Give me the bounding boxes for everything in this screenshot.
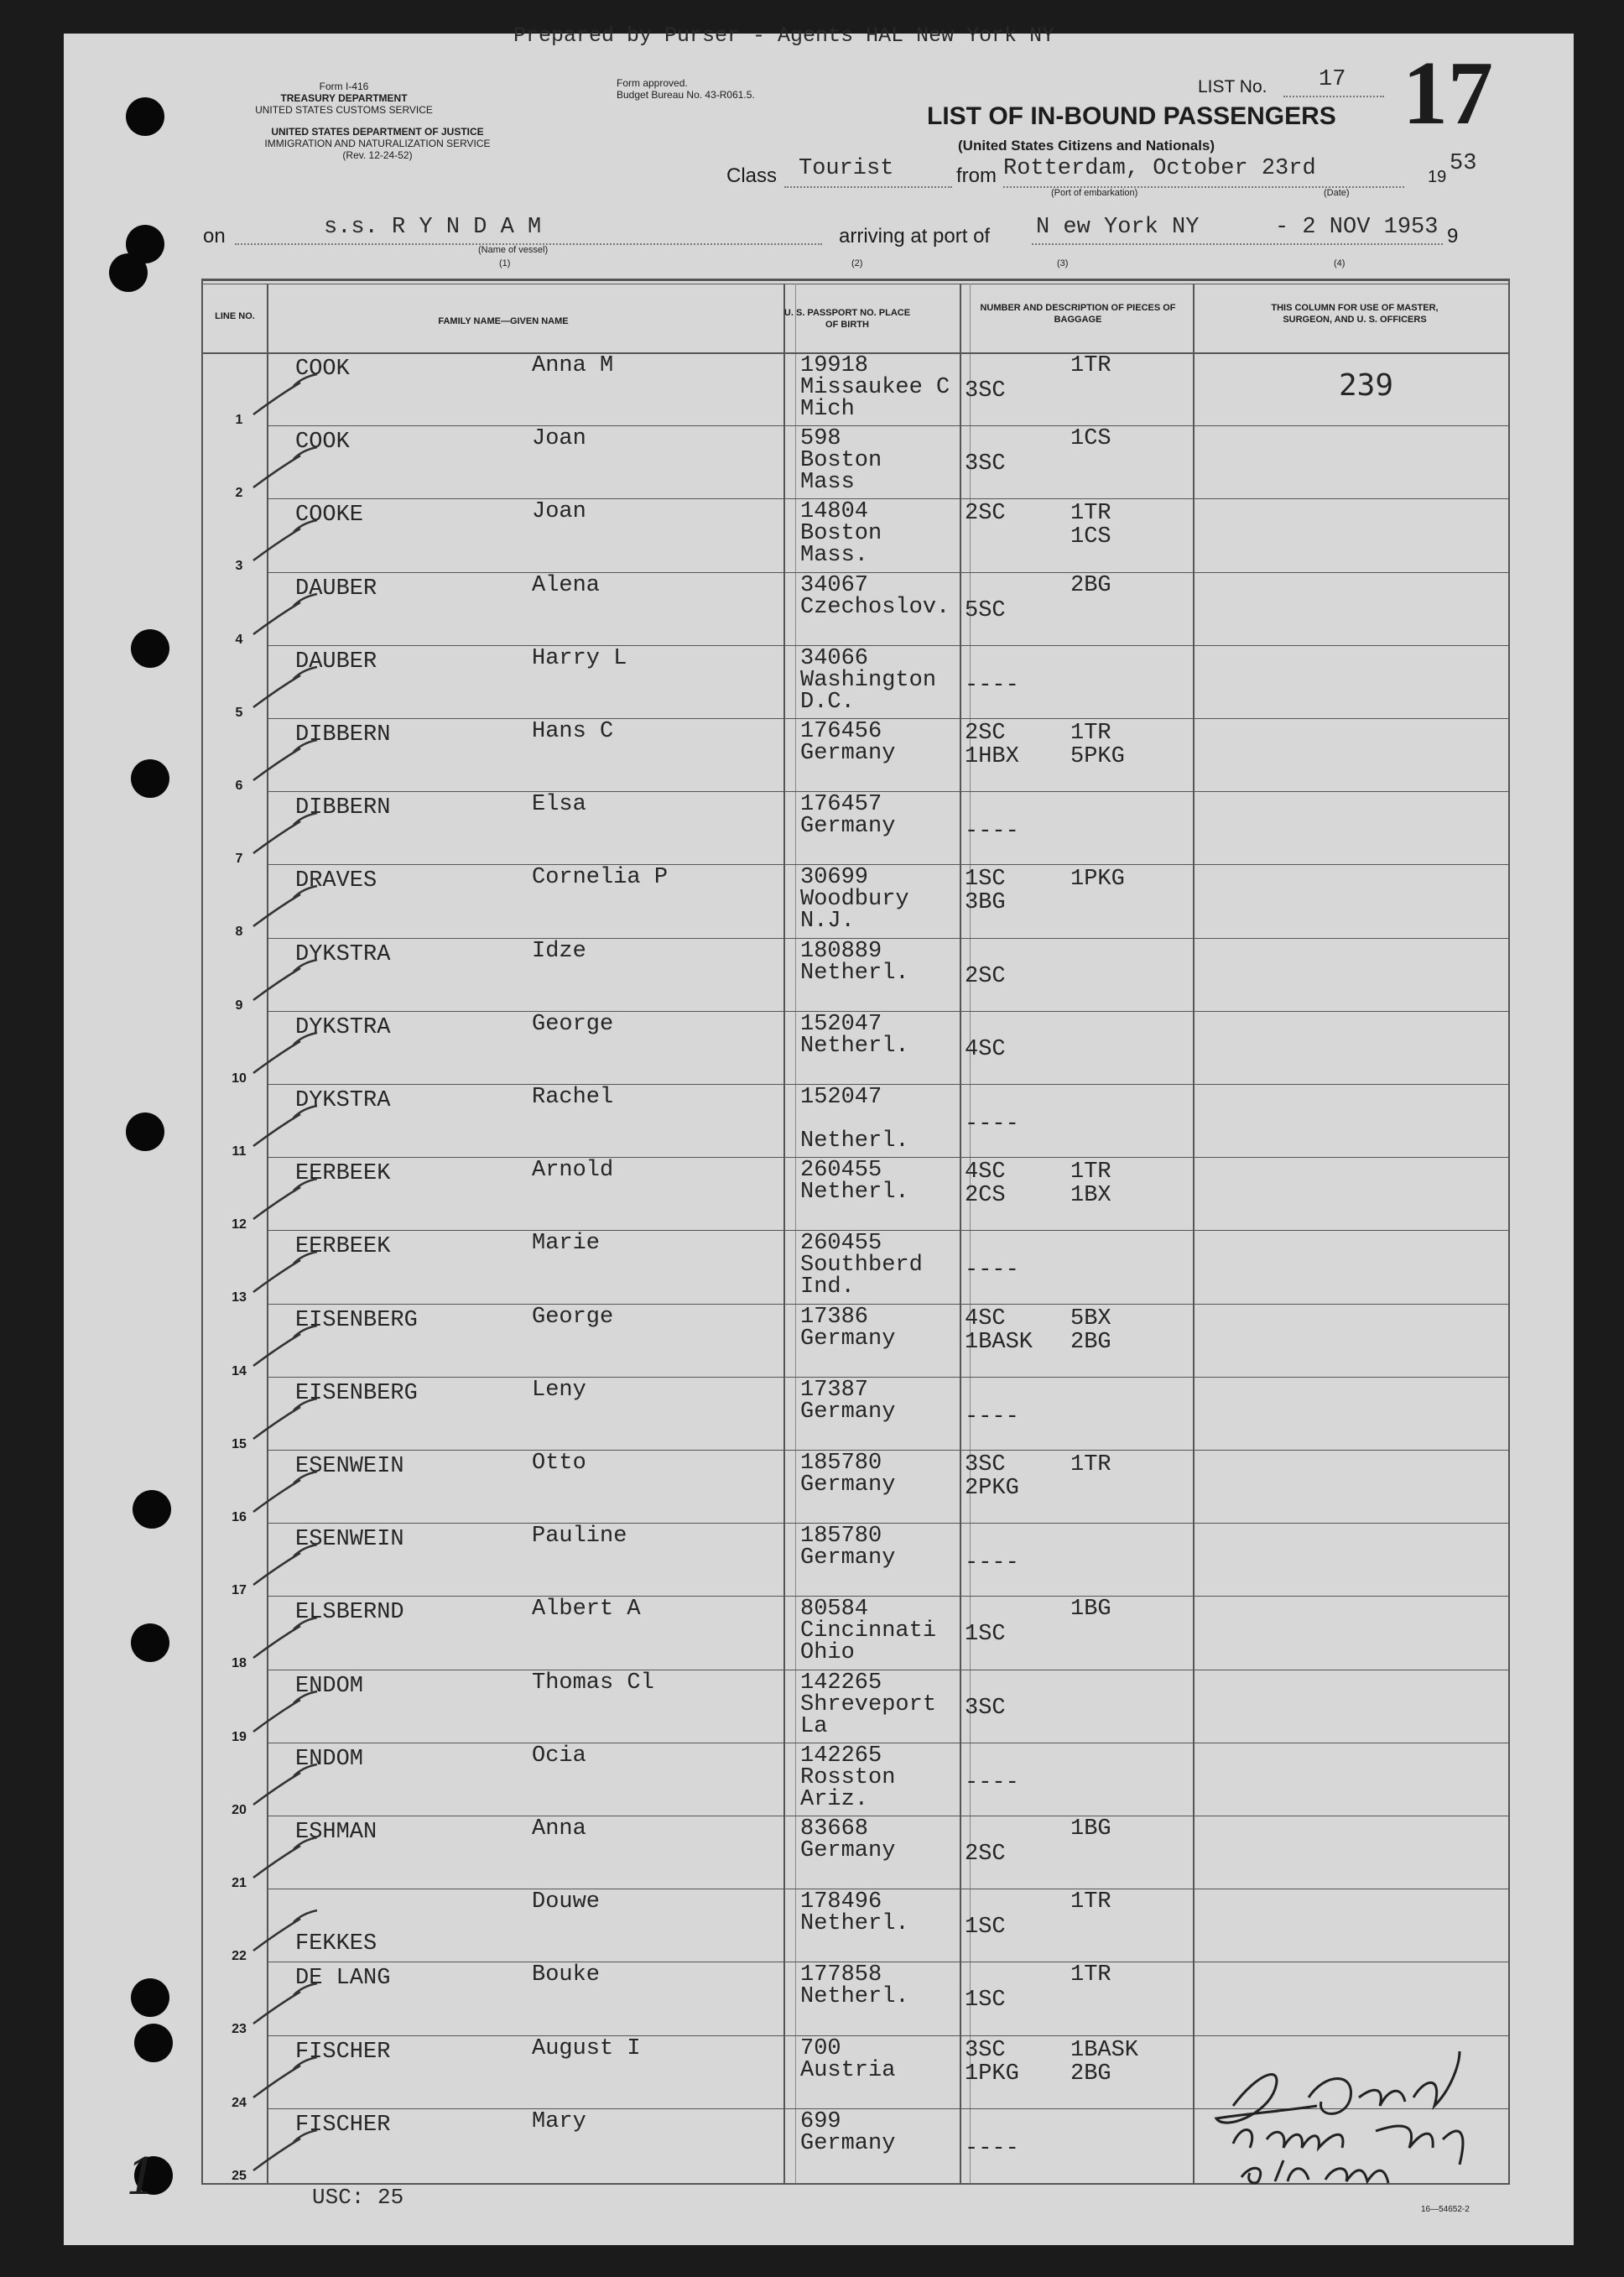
baggage-col-a: 1SC [965,1988,1006,2014]
given-name: Joan [532,426,586,452]
baggage-col-a: 5SC [965,597,1006,623]
table-row [0,500,1611,575]
baggage-col-a: 4SC [965,1305,1006,1331]
line-number: 1 [235,413,243,427]
baggage-col-a: 3SC [965,1695,1006,1721]
header-line-no: LINE NO. [215,311,255,321]
table-row [0,720,1611,795]
family-name: DYKSTRA [295,1088,391,1113]
baggage-col-a: ---- [965,1112,1019,1137]
place-of-birth-line2: Netherl. [800,1128,909,1154]
line-number: 10 [232,1071,247,1086]
passport-number: 178496 [800,1889,882,1915]
row-divider [268,1523,1510,1524]
passport-number: 260455 [800,1158,882,1184]
family-name: EISENBERG [295,1307,418,1333]
given-name: Marie [532,1231,601,1257]
table-row [0,1890,1611,1965]
baggage-col-a: ---- [965,1550,1019,1576]
place-of-birth-line2: Ind. [800,1274,855,1300]
row-divider [268,791,1510,792]
line-number: 25 [232,2168,247,2183]
check-mark-icon [250,1175,325,1226]
place-of-birth: Germany [800,1326,896,1352]
place-of-birth: Netherl. [800,1180,909,1206]
passport-number: 30699 [800,865,869,891]
given-name: Anna [532,1816,586,1842]
place-of-birth: Germany [800,1838,896,1863]
given-name: George [532,1011,614,1037]
passport-number: 177858 [800,1962,882,1988]
list-number-stamp: 17 [1403,44,1493,143]
family-name: DE LANG [295,1966,391,1992]
justice-dept: UNITED STATES DEPARTMENT OF JUSTICE [271,126,484,138]
family-name: COOK [295,357,350,382]
line-number: 22 [232,1949,247,1964]
check-mark-icon [250,1395,325,1446]
baggage-col-a: 3SC [965,1452,1006,1477]
place-of-birth: Netherl. [800,1911,909,1937]
family-name: DYKSTRA [295,941,391,967]
line-number: 14 [232,1363,247,1378]
on-label: on [203,225,226,248]
place-of-birth: Boston [800,448,882,474]
place-of-birth: Washington [800,667,937,693]
check-mark-icon [250,371,325,421]
punch-hole [126,97,164,136]
check-mark-icon [250,2054,325,2104]
family-name: COOKE [295,503,364,529]
header-name: FAMILY NAME—GIVEN NAME [438,316,569,326]
passport-number: 34067 [800,572,869,598]
check-mark-icon [250,1834,325,1884]
baggage-col-c: 2CS [965,1183,1006,1209]
line-number: 24 [232,2095,247,2110]
line-number: 16 [232,1510,247,1524]
ins-service: IMMIGRATION AND NATURALIZATION SERVICE [264,138,491,149]
table-row [0,1524,1611,1599]
check-mark-icon [250,664,325,714]
place-of-birth: Germany [800,2130,896,2156]
baggage-col-d: 2BG [1070,1329,1111,1355]
baggage-col-b: 1TR [1070,1962,1111,1988]
passport-number: 142265 [800,1743,882,1769]
baggage-col-d: 5PKG [1070,744,1125,769]
header-officers: THIS COLUMN FOR USE OF MASTER, SURGEON, AND U. S. OFFICERS [1271,303,1439,325]
check-mark-icon [250,1541,325,1592]
line-number: 12 [232,1217,247,1232]
table-row [0,1378,1611,1453]
date-caption: (Date) [1324,188,1350,198]
place-of-birth-line2: D.C. [800,689,855,715]
check-mark-icon [250,1907,325,1957]
line-number: 18 [232,1656,247,1671]
table-row [0,940,1611,1014]
port-caption: (Port of embarkation) [1051,188,1138,198]
passport-number: 180889 [800,938,882,964]
place-of-birth: Czechoslov. [800,594,950,620]
passport-number: 14804 [800,499,869,525]
passport-number: 185780 [800,1451,882,1476]
treasury-dept: TREASURY DEPARTMENT [280,92,408,104]
arriving-label: arriving at port of [839,225,991,248]
place-of-birth: Missaukee C [800,375,950,400]
from-value: Rotterdam, October 23rd [1003,156,1316,181]
baggage-col-a: 4SC [965,1036,1006,1062]
col-caption-2: (2) [851,258,863,268]
table-row [0,1305,1611,1380]
table-row [0,1013,1611,1087]
family-name: FEKKES [295,1931,377,1957]
check-mark-icon [250,1614,325,1665]
table-row [0,1159,1611,1233]
passport-number: 142265 [800,1670,882,1696]
given-name: Arnold [532,1158,614,1184]
baggage-col-a: 2SC [965,721,1006,746]
baggage-col-c: 1BASK [965,1329,1033,1355]
line-number: 8 [235,925,243,940]
given-name: Ocia [532,1743,586,1769]
given-name: Mary [532,2108,586,2134]
form-revision: (Rev. 12-24-52) [342,149,413,161]
check-mark-icon [250,2127,325,2177]
baggage-col-a: 1SC [965,1622,1006,1648]
family-name: FISCHER [295,2039,391,2065]
place-of-birth: Austria [800,2057,896,2083]
line-number: 4 [235,632,243,647]
place-of-birth-line2: La [800,1713,828,1739]
family-name: FISCHER [295,2112,391,2138]
baggage-col-a: ---- [965,2135,1019,2161]
family-name: DIBBERN [295,795,391,821]
year-value: 53 [1450,151,1477,176]
baggage-col-a: 2SC [965,963,1006,989]
family-name: ESENWEIN [295,1454,404,1479]
family-name: EERBEEK [295,1234,391,1260]
given-name: Alena [532,572,601,598]
form-title: LIST OF IN-BOUND PASSENGERS [927,102,1336,130]
check-mark-icon [250,591,325,641]
table-row [0,793,1611,868]
list-label: LIST No. [1198,77,1267,96]
table-row [0,1744,1611,1819]
check-mark-icon [250,737,325,787]
row-divider [268,1157,1510,1158]
baggage-col-a: ---- [965,672,1019,698]
place-of-birth: Netherl. [800,1984,909,2010]
place-of-birth: Netherl. [800,1033,909,1059]
row-divider [268,2035,1510,2036]
place-of-birth-line2: Mich [800,397,855,422]
baggage-col-a: ---- [965,1404,1019,1430]
baggage-col-b: 1PKG [1070,867,1125,893]
row-divider [268,864,1510,865]
line-number: 21 [232,1876,247,1890]
check-mark-icon [250,1761,325,1811]
passport-number: 700 [800,2035,841,2061]
form-subtitle: (United States Citizens and Nationals) [958,138,1215,154]
check-mark-icon [250,883,325,933]
given-name: Thomas Cl [532,1670,654,1696]
family-name: DYKSTRA [295,1014,391,1040]
place-of-birth: Shreveport [800,1691,937,1717]
passport-number: 83668 [800,1816,869,1842]
baggage-col-c: 1HBX [965,744,1019,769]
arrival-date-stamp: - 2 NOV 1953 [1275,215,1439,240]
baggage-col-b: 1TR [1070,1889,1111,1915]
given-name: Bouke [532,1962,601,1988]
baggage-col-b: 5BX [1070,1305,1111,1331]
line-number: 19 [232,1729,247,1744]
place-of-birth-line2: Mass. [800,543,869,569]
place-of-birth: Germany [800,1399,896,1425]
line-number: 11 [232,1144,247,1159]
baggage-col-c: 2PKG [965,1476,1019,1501]
family-name: DIBBERN [295,722,391,748]
row-divider [268,1304,1510,1305]
line-number: 20 [232,1802,247,1817]
table-row [0,427,1611,502]
family-name: ESENWEIN [295,1527,404,1553]
table-row [0,354,1611,429]
passport-number: 17387 [800,1377,869,1403]
col-caption-4: (4) [1334,258,1346,268]
margin-mark: 1 [126,2148,159,2207]
line-number: 5 [235,705,243,720]
baggage-col-a: 3SC [965,2037,1006,2063]
place-of-birth-line2: Mass [800,470,855,496]
family-name: ENDOM [295,1673,364,1699]
passport-number: 176456 [800,719,882,744]
check-mark-icon [250,444,325,494]
header-passport: U. S. PASSPORT NO. PLACE OF BIRTH [783,308,911,330]
row-divider [268,1230,1510,1231]
row-divider [268,645,1510,646]
passport-number: 176457 [800,792,882,818]
list-number: 17 [1319,67,1346,92]
baggage-col-a: ---- [965,1258,1019,1284]
baggage-col-b: 1BG [1070,1597,1111,1623]
col-caption-1: (1) [499,258,511,268]
table-row [0,1232,1611,1306]
given-name: Rachel [532,1085,614,1110]
check-mark-icon [250,1468,325,1519]
given-name: Albert A [532,1597,641,1623]
passport-number: 19918 [800,353,869,378]
check-mark-icon [250,956,325,1007]
passport-number: 260455 [800,1231,882,1257]
place-of-birth: Rosston [800,1764,896,1790]
line-number: 15 [232,1436,247,1451]
passport-number: 152047 [800,1085,882,1110]
given-name: Anna M [532,353,614,378]
check-mark-icon [250,1322,325,1373]
table-row [0,866,1611,940]
baggage-col-a: 2SC [965,501,1006,527]
family-name: ESHMAN [295,1820,377,1845]
place-of-birth: Germany [800,814,896,840]
row-divider [268,1011,1510,1012]
row-divider [268,1084,1510,1085]
table-row [0,1597,1611,1672]
baggage-col-b: 1TR [1070,721,1111,746]
header-baggage: NUMBER AND DESCRIPTION OF PIECES OF BAGGAGE [980,303,1176,325]
given-name: Hans C [532,719,614,744]
family-name: EERBEEK [295,1161,391,1187]
table-row [0,1086,1611,1160]
given-name: Elsa [532,792,586,818]
given-name: Otto [532,1451,586,1476]
line-number: 9 [235,998,243,1013]
baggage-col-b: 1TR [1070,1452,1111,1477]
place-of-birth: Cincinnati [800,1618,937,1644]
place-of-birth: Germany [800,741,896,766]
check-mark-icon [250,1102,325,1153]
given-name: Leny [532,1377,586,1403]
class-value: Tourist [799,156,894,181]
line-number: 23 [232,2022,247,2037]
passport-number: 152047 [800,1011,882,1037]
customs-service: UNITED STATES CUSTOMS SERVICE [255,104,433,116]
baggage-col-a: 2SC [965,1842,1006,1867]
passport-number: 80584 [800,1597,869,1623]
passport-number: 34066 [800,645,869,671]
given-name: George [532,1304,614,1330]
family-name: DAUBER [295,576,377,602]
baggage-col-a: 3SC [965,378,1006,404]
baggage-col-a: ---- [965,819,1019,845]
line-number: 13 [232,1290,247,1305]
place-of-birth: Woodbury [800,887,909,913]
passport-number: 17386 [800,1304,869,1330]
family-name: DRAVES [295,868,377,894]
row-divider [268,938,1510,939]
usc-count: USC: 25 [312,2185,404,2210]
family-name: DAUBER [295,649,377,675]
line-number: 6 [235,779,243,793]
passport-number: 185780 [800,1524,882,1550]
table-row [0,647,1611,722]
baggage-col-b: 1TR [1070,353,1111,378]
officer-note: 239 [1339,368,1394,403]
baggage-col-a: ---- [965,1769,1019,1795]
row-divider [268,498,1510,499]
class-label: Class [726,164,778,187]
place-of-birth: Germany [800,1545,896,1571]
place-of-birth: Boston [800,521,882,547]
passport-number: 598 [800,426,841,452]
place-of-birth: Germany [800,1472,896,1498]
baggage-col-a: 1SC [965,867,1006,893]
row-divider [268,572,1510,573]
baggage-col-d: 1BX [1070,1183,1111,1209]
family-name: ENDOM [295,1746,364,1772]
year-prefix: 19 [1428,168,1447,186]
check-mark-icon [250,1248,325,1299]
baggage-col-c: 1PKG [965,2061,1019,2087]
check-mark-icon [250,1980,325,2030]
col-caption-3: (3) [1057,258,1069,268]
check-mark-icon [250,810,325,860]
family-name: EISENBERG [295,1380,418,1406]
family-name: COOK [295,430,350,456]
passport-number: 699 [800,2108,841,2134]
table-row [0,1671,1611,1746]
form-number: Form I-416 [319,81,369,92]
given-name: Pauline [532,1524,627,1550]
given-name: Joan [532,499,586,525]
family-name: ELSBERND [295,1600,404,1626]
baggage-col-d: 1CS [1070,524,1111,550]
baggage-col-b: 2BG [1070,572,1111,598]
given-name: August I [532,2035,641,2061]
place-of-birth-line2: Ariz. [800,1786,869,1812]
punch-hole [109,253,148,292]
table-row [0,1817,1611,1892]
vessel-name: s.s. R Y N D A M [324,215,542,240]
form-code: 16—54652-2 [1421,2205,1470,2214]
line-number: 2 [235,486,243,501]
check-mark-icon [250,517,325,567]
place-of-birth: Netherl. [800,960,909,986]
row-divider [268,1377,1510,1378]
arrival-suffix: 9 [1447,225,1459,248]
row-divider [268,718,1510,719]
baggage-col-a: 1SC [965,1915,1006,1941]
baggage-col-a: 3SC [965,451,1006,477]
given-name: Harry L [532,645,627,671]
baggage-col-b: 1TR [1070,501,1111,527]
check-mark-icon [250,1029,325,1080]
check-mark-icon [250,1688,325,1738]
form-approved: Form approved. [617,77,688,89]
baggage-col-c: 3BG [965,890,1006,916]
baggage-col-b: 1BG [1070,1816,1111,1842]
from-label: from [956,164,997,187]
given-name: Douwe [532,1889,601,1915]
arrival-port: N ew York NY [1036,215,1200,240]
given-name: Cornelia P [532,865,669,891]
vessel-caption: (Name of vessel) [478,245,549,255]
table-row [0,1963,1611,2038]
table-row [0,574,1611,649]
place-of-birth-line2: N.J. [800,909,855,935]
line-number: 17 [232,1583,247,1598]
baggage-col-b: 1CS [1070,426,1111,452]
budget-bureau: Budget Bureau No. 43-R061.5. [617,89,755,101]
table-row [0,1451,1611,1526]
baggage-col-a: 4SC [965,1159,1006,1185]
baggage-col-b: 1BASK [1070,2037,1139,2063]
line-number: 3 [235,559,243,574]
row-divider [268,1596,1510,1597]
line-number: 7 [235,852,243,867]
row-divider [268,425,1510,426]
baggage-col-d: 2BG [1070,2061,1111,2087]
row-divider [268,1450,1510,1451]
given-name: Idze [532,938,586,964]
baggage-col-b: 1TR [1070,1159,1111,1185]
place-of-birth-line2: Ohio [800,1640,855,1666]
prepared-by-stamp: Prepared by Purser - Agents HAL New York NY [513,23,1055,48]
place-of-birth: Southberd [800,1253,923,1279]
